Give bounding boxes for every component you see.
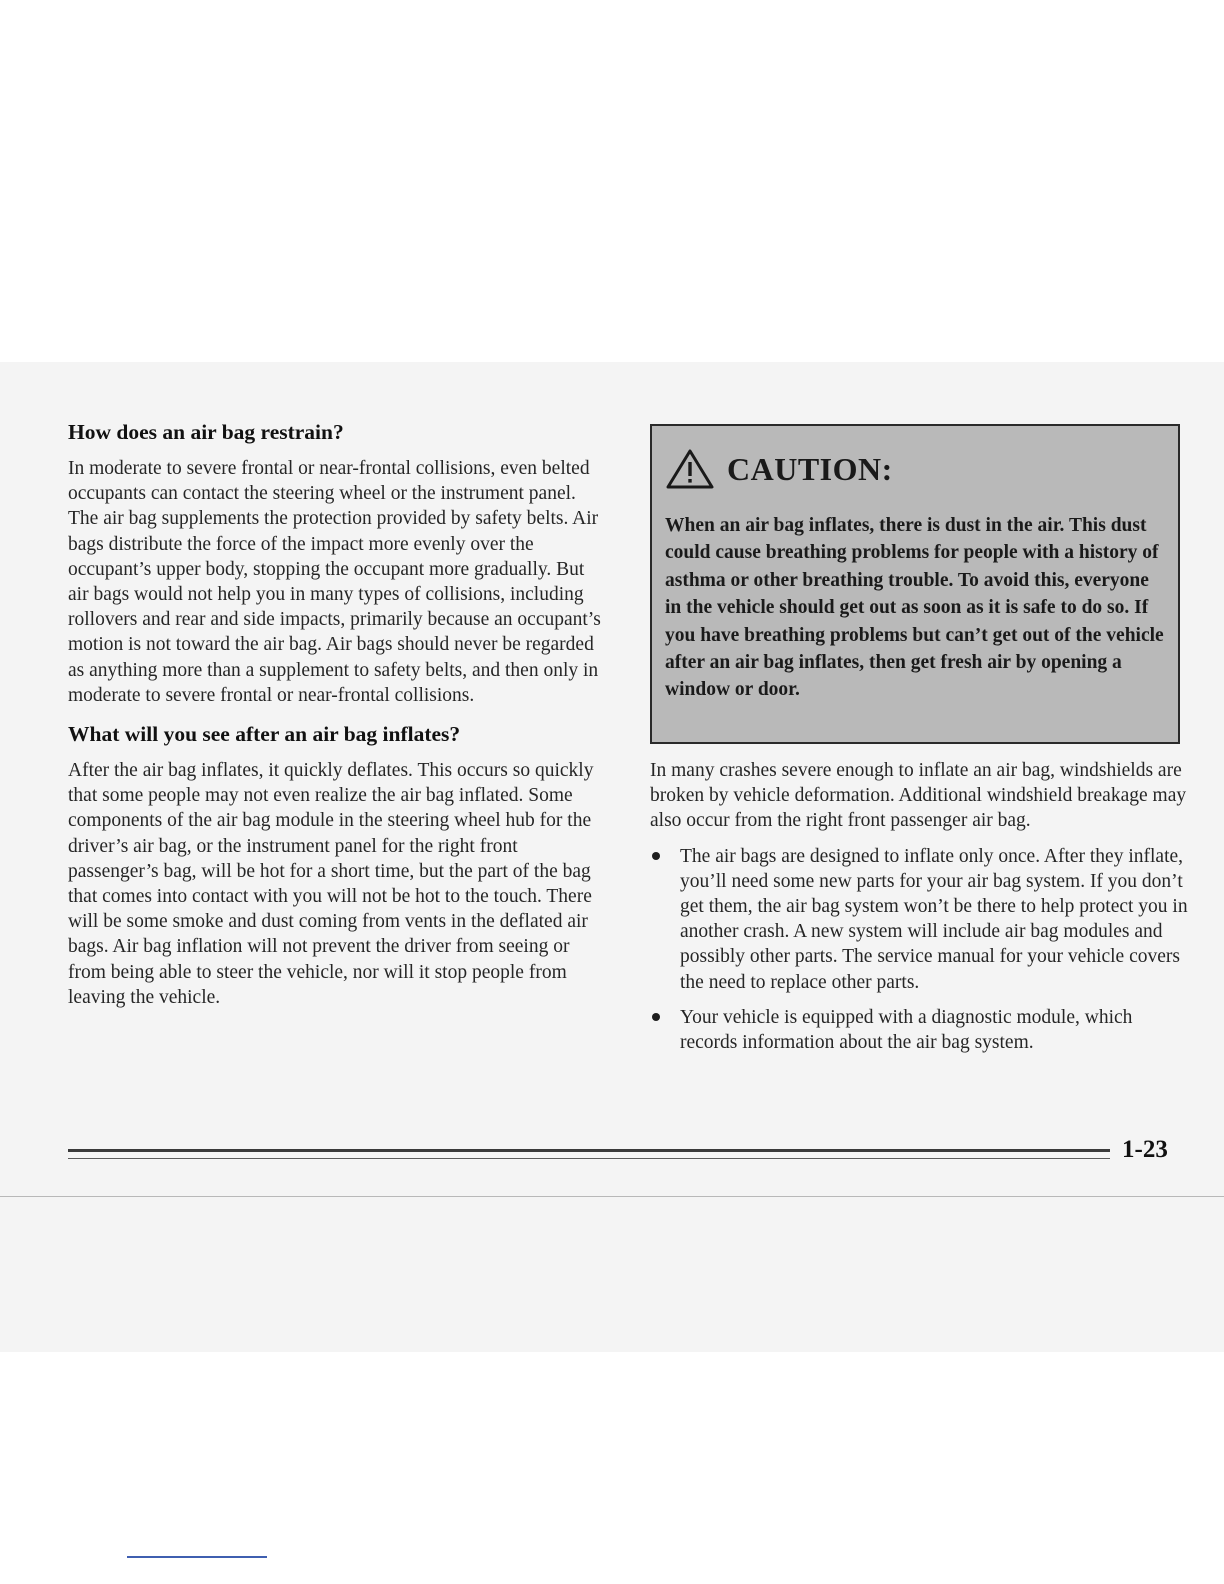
paragraph-windshields: In many crashes severe enough to inflate an air bag, windshields are broken by vehicle deformation. Additional windshield breakage may also occur from the right front passenger air bag. — [650, 760, 1187, 832]
bullet-item — [650, 1005, 1190, 1055]
bottom-link-underline — [127, 1556, 267, 1558]
bullet-text: The air bags are designed to inflate only once. After they inflate, you’ll need some new parts for your air bag system. If you don’t get them, the air bag system won’t be there to help protect you in another crash. A new system will include air bag modules and possibly other parts. The service manual for your vehicle covers the need to replace other parts. — [680, 845, 1188, 993]
page-number: 1-23 — [1122, 1136, 1168, 1163]
right-column — [650, 424, 1190, 1065]
bullet-text: Your vehicle is equipped with a diagnostic module, which records information about the air bag system. — [680, 1006, 1133, 1054]
heading-air-bag-restrain: How does an air bag restrain? — [68, 420, 344, 444]
paragraph-after-inflates: After the air bag inflates, it quickly deflates. This occurs so quickly that some people may not even realize the air bag inflated. Some components of the air bag module in the steering wheel hub for the driver’s air bag, or the instrument panel for the right front passenger’s bag, will be hot for a short time, but the part of the bag that comes into contact with you will not be hot to the touch. There will be some smoke and dust coming from vents in the deflated air bags. Air bag inflation will not prevent the driver from seeing or from being able to steer the vehicle, nor will it stop people from leaving the vehicle. — [68, 760, 594, 1008]
caution-text: When an air bag inflates, there is dust in the air. This dust could cause breathing problems for people with a history of asthma or other breathing trouble. To avoid this, everyone in the vehicle should get out as soon as it is safe to do so. If you have breathing problems but can’t get out of the vehicle after an air bag inflates, then get fresh air by opening a window or door. — [665, 515, 1164, 701]
caution-box — [650, 424, 1180, 744]
bullet-dot-icon — [652, 1013, 660, 1021]
bullet-dot-icon — [652, 852, 660, 860]
heading-after-inflates: What will you see after an air bag inflates? — [68, 722, 461, 747]
paragraph-restrain: In moderate to severe frontal or near-frontal collisions, even belted occupants can contact the steering wheel or the instrument panel. The air bag supplements the protection provided by safety belts. Air bags distribute the force of the impact more evenly over the occupant’s upper body, stopping the occupant more gradually. But air bags would not help you in many types of collisions, including rollovers and rear and side impacts, primarily because an occupant’s motion is not toward the air bag. Air bags should never be regarded as anything more than a supplement to safety belts, and then only in moderate to severe frontal or near-frontal collisions. — [68, 458, 601, 706]
caution-title: CAUTION: — [727, 450, 893, 487]
caution-header — [665, 448, 1166, 490]
page-edge-divider — [0, 1196, 1224, 1197]
left-column — [68, 418, 608, 1010]
warning-triangle-icon — [665, 448, 715, 490]
bullet-item — [650, 844, 1190, 995]
footer-rule-thick — [68, 1149, 1110, 1152]
bullet-list — [650, 844, 1190, 1056]
footer-rule-thin — [68, 1158, 1110, 1159]
